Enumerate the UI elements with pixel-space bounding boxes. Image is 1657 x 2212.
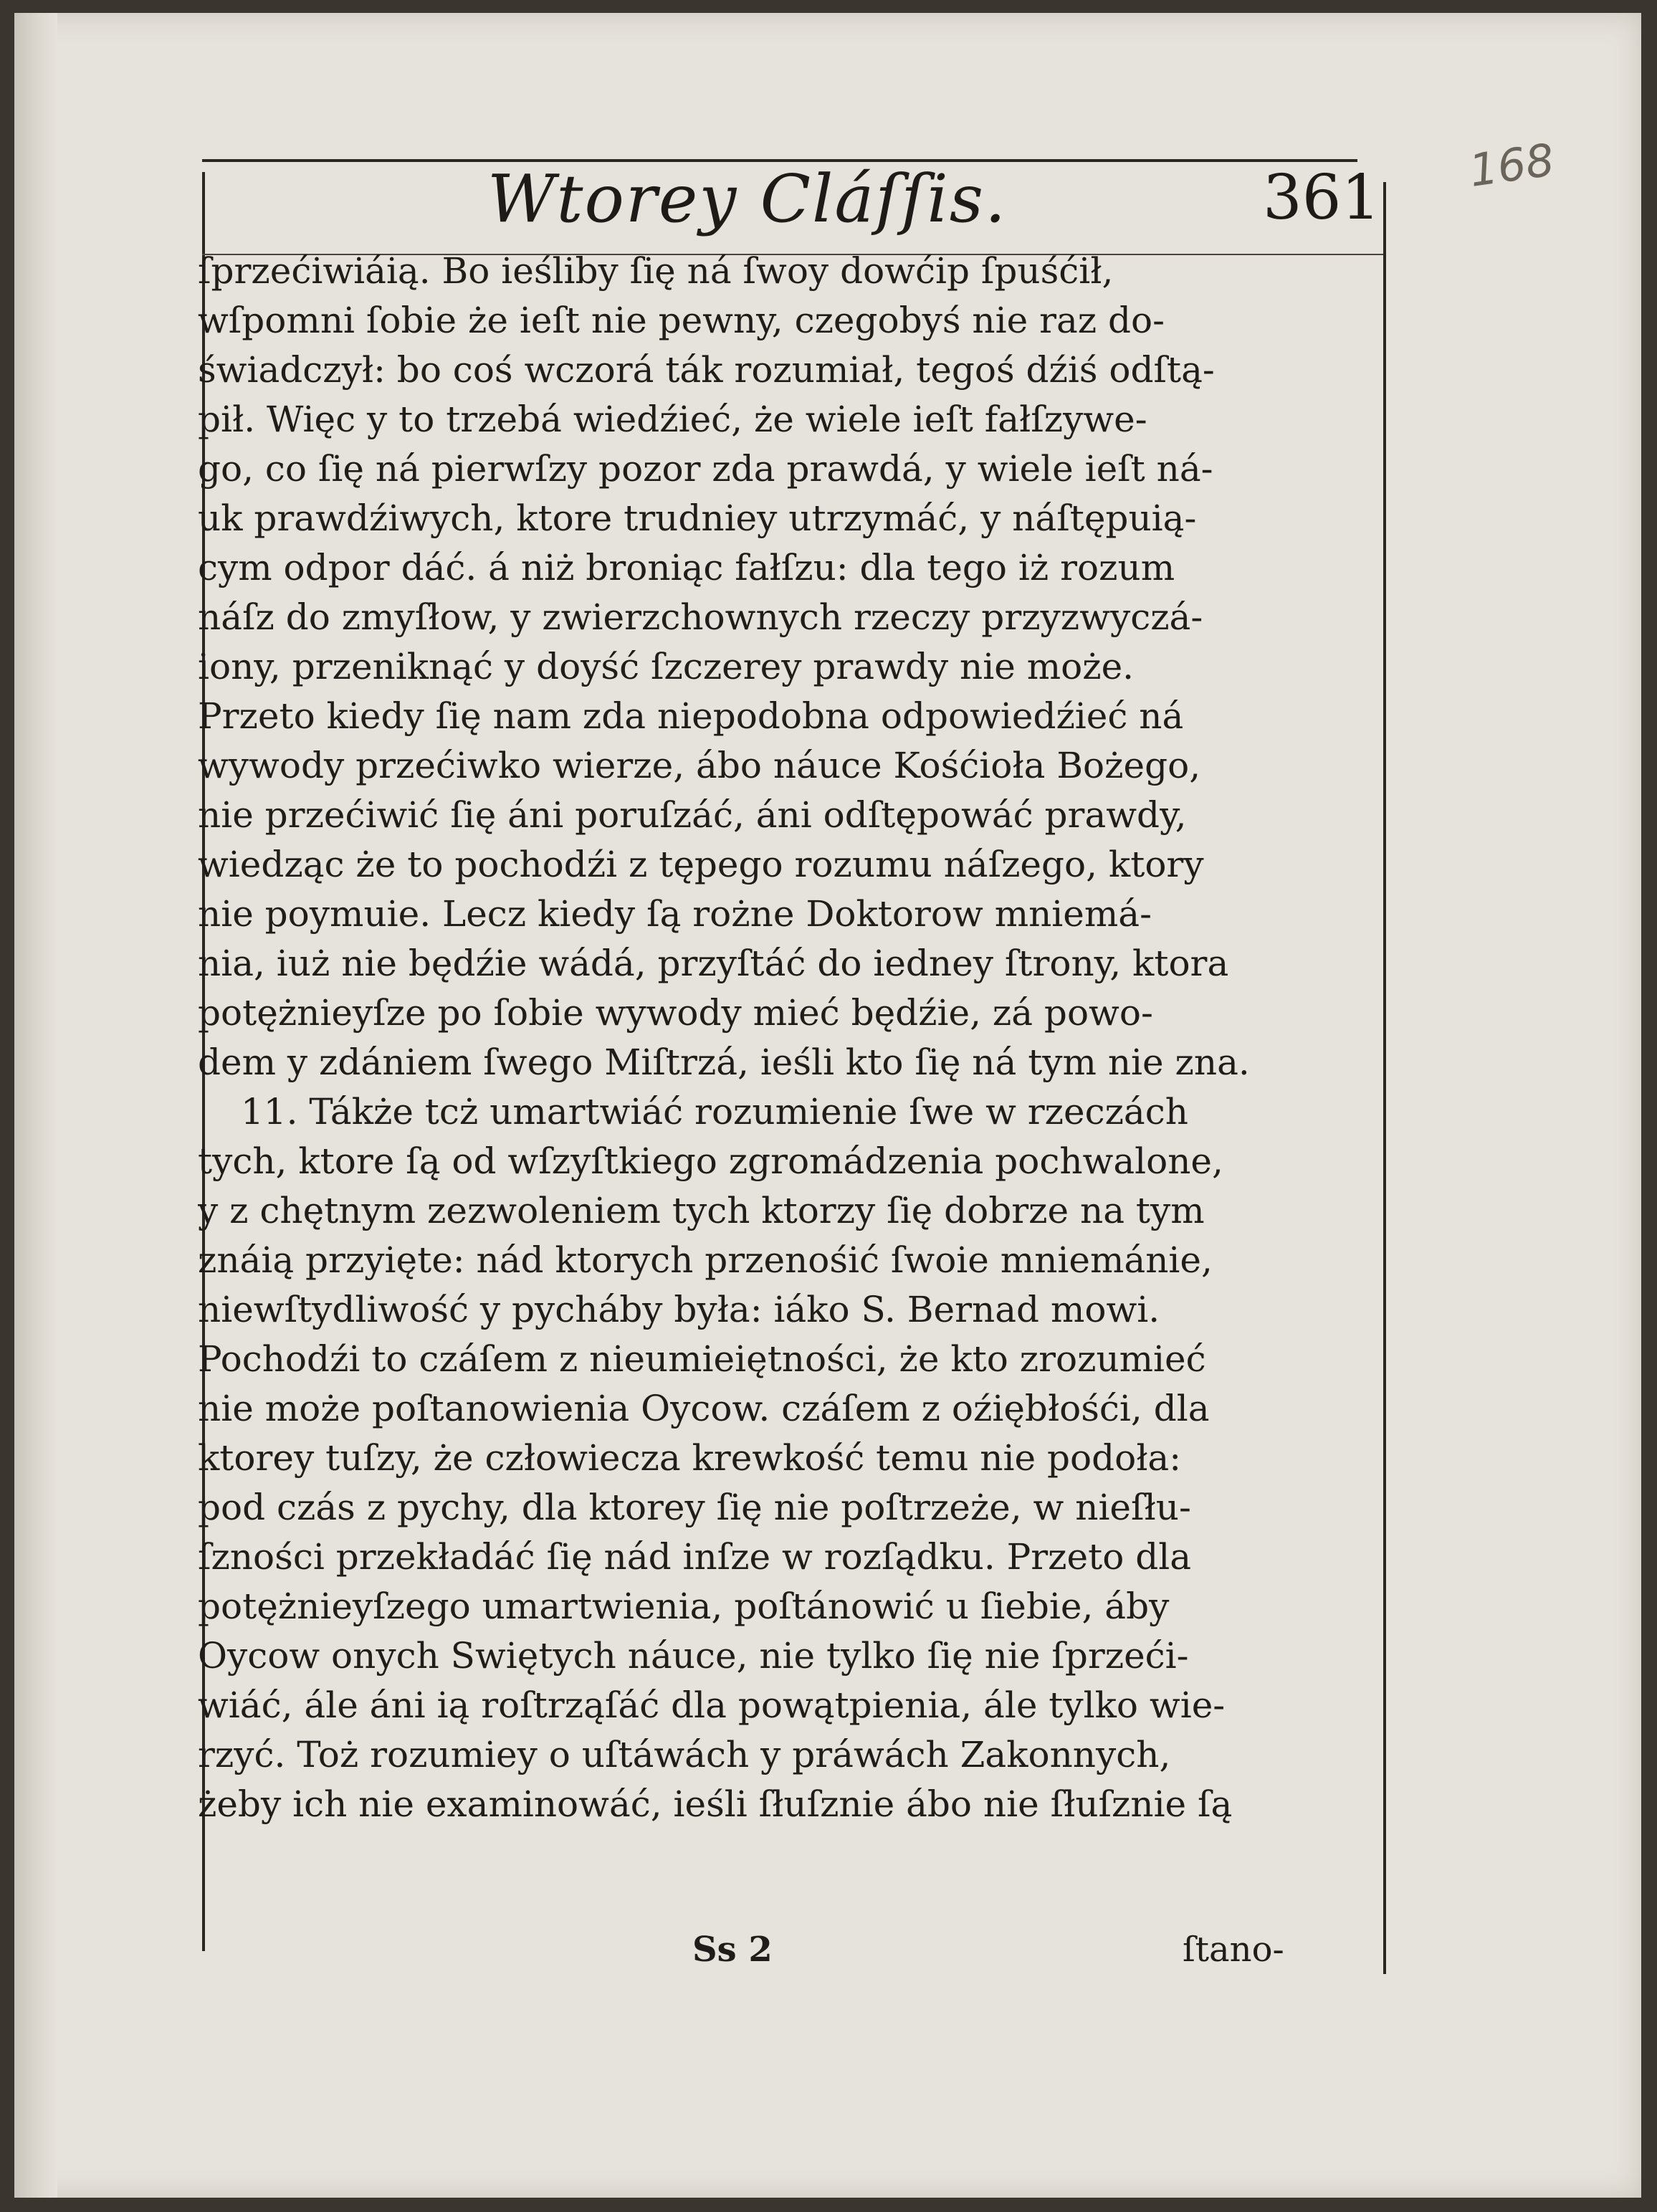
text-line: tych, ktore ſą od wſzyſtkiego zgromádzenia pochwalone, (198, 1140, 1223, 1182)
text-line: niewſtydliwość y pycháby była: iáko S. Bernad mowi. (198, 1289, 1160, 1330)
text-line: rzyć. Toż rozumiey o uſtáwách y práwách Zakonnych, (198, 1734, 1171, 1775)
page-gutter (14, 13, 57, 2198)
text-line: pod czás z pychy, dla ktorey ſię nie poſtrzeże, w nieſłu- (198, 1487, 1191, 1528)
text-line: nie może poſtanowienia Oycow. czáſem z oźiębłośći, dla (198, 1388, 1210, 1429)
text-line: ſprzećiwiáią. Bo ieśliby ſię ná ſwoy dowćip ſpuśćił, (198, 250, 1114, 292)
text-line: nie poymuie. Lecz kiedy ſą rożne Doktorow mniemá- (198, 893, 1152, 935)
body-text (198, 247, 1366, 1829)
text-line: náſz do zmyſłow, y zwierzchownych rzeczy przyzwyczá- (198, 596, 1203, 638)
signature-mark: Ss 2 (692, 1930, 773, 1970)
text-line: znáią przyięte: nád ktorych przenośić ſwoie mniemánie, (198, 1239, 1213, 1281)
text-line: świadczył: bo coś wczorá ták rozumiał, tegoś dźiś odſtą- (198, 349, 1215, 391)
text-line: Oycow onych Swiętych náuce, nie tylko ſię nie ſprzeći- (198, 1635, 1189, 1677)
text-line: ktorey tuſzy, że człowiecza krewkość temu nie podoła: (198, 1437, 1182, 1479)
text-line: iony, przeniknąć y doyść ſzczerey prawdy nie może. (198, 646, 1135, 687)
text-line: potężnieyſze po ſobie wywody mieć będźie, zá powo- (198, 992, 1153, 1034)
pencil-annotation: 168 (1466, 133, 1557, 197)
paragraph-start-line: 11. Tákże tcż umartwiáć rozumienie ſwe w rzeczách (241, 1091, 1188, 1133)
text-line: pił. Więc y to trzebá wiedźieć, że wiele ieſt fałſzywe- (198, 399, 1147, 440)
text-line: wiáć, ále áni ią roſtrząſáć dla powątpienia, ále tylko wie- (198, 1684, 1226, 1726)
text-line: cym odpor dáć. á niż broniąc fałſzu: dla tego iż rozum (198, 547, 1175, 588)
text-line: wywody przećiwko wierze, ábo náuce Kośćioła Bożego, (198, 745, 1201, 786)
text-line: dem y zdániem ſwego Miſtrzá, ieśli kto ſię ná tym nie zna. (198, 1041, 1250, 1083)
text-line: wiedząc że to pochodźi z tępego rozumu náſzego, ktory (198, 844, 1204, 885)
text-line: żeby ich nie examinowáć, ieśli ſłuſznie ábo nie ſłuſznie ſą (198, 1783, 1233, 1825)
catchword: ſtano- (1183, 1930, 1284, 1970)
frame-right-rule (1383, 182, 1386, 1974)
page-number: 361 (1263, 162, 1381, 234)
text-line: go, co ſię ná pierwſzy pozor zda prawdá, y wiele ieſt ná- (198, 448, 1213, 490)
text-line: Przeto kiedy ſię nam zda niepodobna odpowiedźieć ná (198, 695, 1184, 737)
text-line: ſzności przekładáć ſię nád inſze w rozſądku. Przeto dla (198, 1536, 1192, 1578)
text-line: potężnieyſzego umartwienia, poſtánowić u ſiebie, áby (198, 1586, 1170, 1627)
text-line: uk prawdźiwych, ktore trudniey utrzymáć, y náſtępuią- (198, 497, 1197, 539)
running-head: Wtorey Cláſſis. (487, 161, 1008, 237)
text-line: Pochodźi to czáſem z nieumieiętności, że kto zrozumieć (198, 1338, 1206, 1380)
text-line: nia, iuż nie będźie wádá, przyſtáć do iedney ſtrony, ktora (198, 943, 1229, 984)
text-line: nie przećiwić ſię áni poruſzáć, áni odſtępowáć prawdy, (198, 794, 1187, 836)
text-line: y z chętnym zezwoleniem tych ktorzy ſię dobrze na tym (198, 1190, 1205, 1231)
text-line: wſpomni ſobie że ieſt nie pewny, czegobyś nie raz do- (198, 300, 1165, 341)
